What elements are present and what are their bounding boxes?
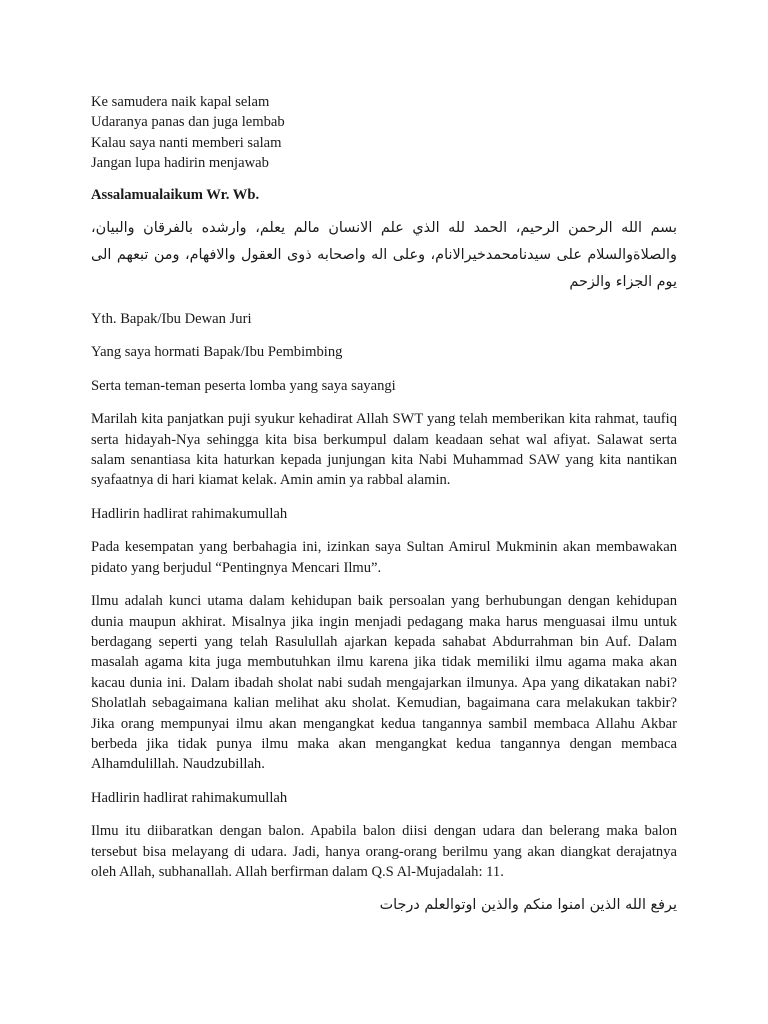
pantun-line-4: Jangan lupa hadirin menjawab [91, 155, 269, 172]
hadirin-salutation-2: Hadlirin hadlirat rahimakumullah [91, 789, 288, 806]
address-peers: Serta teman-teman peserta lomba yang saya sayangi [91, 377, 396, 394]
arabic-quran-verse: يرفع الله الذين امنوا منكم والذين اوتوالعلم درجات [379, 897, 677, 914]
arabic-opening-prayer: بسم الله الرحمن الرحيم، الحمد لله الذي علم الانسان مالم يعلم، وارشده بالفرقان والبيان، والصلاةوالسلام على سيدنامحمدخيرالانام، وعلى اله واصحابه ذوى العقول والافهام، ومن تبعهم الى يوم الجزاء والزحم [91, 220, 677, 291]
greeting-heading: Assalamualaikum Wr. Wb. [91, 186, 260, 203]
address-mentor: Yang saya hormati Bapak/Ibu Pembimbing [91, 344, 343, 361]
paragraph-balloon-analogy: Ilmu itu diibaratkan dengan balon. Apabila balon diisi dengan udara dan belerang maka balon tersebut bisa melayang di udara. Jadi, hanya orang-orang berilmu yang akan diangkat derajatnya oleh Allah, subhanallah. Allah berfirman dalam Q.S Al-Mujadalah: 11. [91, 823, 677, 880]
pantun-block [91, 92, 677, 174]
paragraph-introduction: Pada kesempatan yang berbahagia ini, izinkan saya Sultan Amirul Mukminin akan membawakan pidato yang berjudul “Pentingnya Mencari Ilmu”. [91, 539, 677, 576]
paragraph-importance-of-knowledge: Ilmu adalah kunci utama dalam kehidupan baik persoalan yang berhubungan dengan kehidupan dunia maupun akhirat. Misalnya jika ingin menjadi pedagang maka harus menguasai ilmu untuk berdagang seperti yang telah Rasulullah ajarkan kepada sahabat Abdurrahman bin Auf. Dalam masalah agama kita juga membutuhkan ilmu karena jika tidak memiliki ilmu agama maka akan kacau dunia ini. Dalam ibadah sholat nabi sudah mengajarkan ilmunya. Apa yang dikatakan nabi? Sholatlah sebagaimana kalian melihat aku sholat. Kemudian, bagaimana cara melakukan takbir? Jika orang mempunyai ilmu akan mengangkat kedua tangannya sambil membaca Allahu Akbar berbeda jika tidak punya ilmu maka akan mengangkat kedua tangannya dengan membaca Alhamdulillah. Naudzubillah. [91, 593, 677, 773]
hadirin-salutation-1: Hadlirin hadlirat rahimakumullah [91, 505, 288, 522]
speech-document [91, 92, 677, 916]
pantun-line-1: Ke samudera naik kapal selam [91, 94, 270, 110]
address-jury: Yth. Bapak/Ibu Dewan Juri [91, 311, 252, 328]
pantun-line-3: Kalau saya nanti memberi salam [91, 134, 282, 151]
pantun-line-2: Udaranya panas dan juga lembab [91, 114, 285, 131]
paragraph-gratitude: Marilah kita panjatkan puji syukur kehadirat Allah SWT yang telah memberikan kita rahmat, taufiq serta hidayah-Nya sehingga kita bisa berkumpul dalam keadaan sehat wal afiyat. Salawat serta salam senantiasa kita haturkan kepada junjungan kita Nabi Muhammad SAW yang kita nantikan syafaatnya di hari kiamat kelak. Amin amin ya rabbal alamin. [91, 411, 677, 489]
